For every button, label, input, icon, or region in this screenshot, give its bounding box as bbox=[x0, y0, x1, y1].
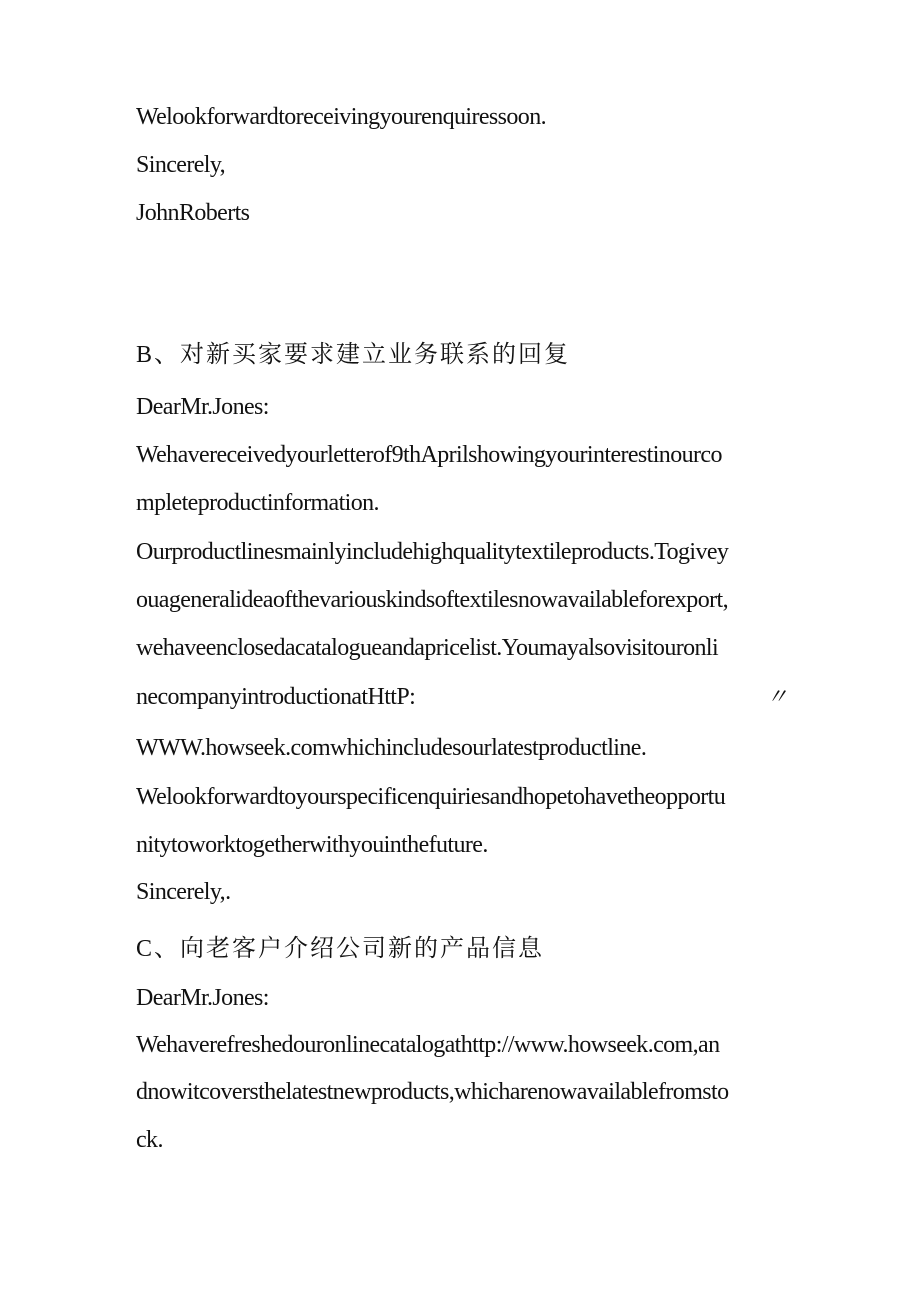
section-b-line: ouageneralideaofthevariouskindsoftextilesnowavailableforexport, bbox=[136, 587, 728, 613]
section-b-line: necompanyintroductionatHttP: bbox=[136, 684, 416, 710]
section-b-line: wehaveenclosedacatalogueandapricelist.Youmayalsovisitouronli bbox=[136, 635, 719, 661]
section-b-line: mpleteproductinformation. bbox=[136, 490, 379, 516]
section-b-line: Wehavereceivedyourletterof9thAprilshowingyourinterestinourco bbox=[136, 442, 722, 468]
section-c-salutation: DearMr.Jones: bbox=[136, 985, 269, 1011]
section-b-salutation: DearMr.Jones: bbox=[136, 394, 269, 420]
signoff-b: Sincerely,. bbox=[136, 879, 231, 905]
section-b-line: Welookforwardtoyourspecificenquiriesandhopetohavetheopportu bbox=[136, 784, 726, 810]
section-b-line: Ourproductlinesmainlyincludehighqualitytextileproducts.Togivey bbox=[136, 539, 729, 565]
section-b-line: WWW.howseek.comwhichincludesourlatestproductline. bbox=[136, 735, 647, 761]
section-b-line: nitytoworktogetherwithyouinthefuture. bbox=[136, 832, 488, 858]
signoff-a: Sincerely, bbox=[136, 152, 226, 178]
section-b-heading: B、对新买家要求建立业务联系的回复 bbox=[136, 342, 571, 368]
section-c-line: Wehaverefreshedouronlinecatalogathttp://www.howseek.com,an bbox=[136, 1032, 720, 1058]
closing-line: Welookforwardtoreceivingyourenquiressoon. bbox=[136, 104, 547, 130]
section-c-line: dnowitcoversthelatestnewproducts,whicharenowavailablefromsto bbox=[136, 1079, 729, 1105]
quote-mark: 〃 bbox=[766, 684, 789, 709]
section-c-heading: C、向老客户介绍公司新的产品信息 bbox=[136, 936, 545, 962]
signature-a: JohnRoberts bbox=[136, 200, 250, 226]
section-c-line: ck. bbox=[136, 1127, 163, 1153]
